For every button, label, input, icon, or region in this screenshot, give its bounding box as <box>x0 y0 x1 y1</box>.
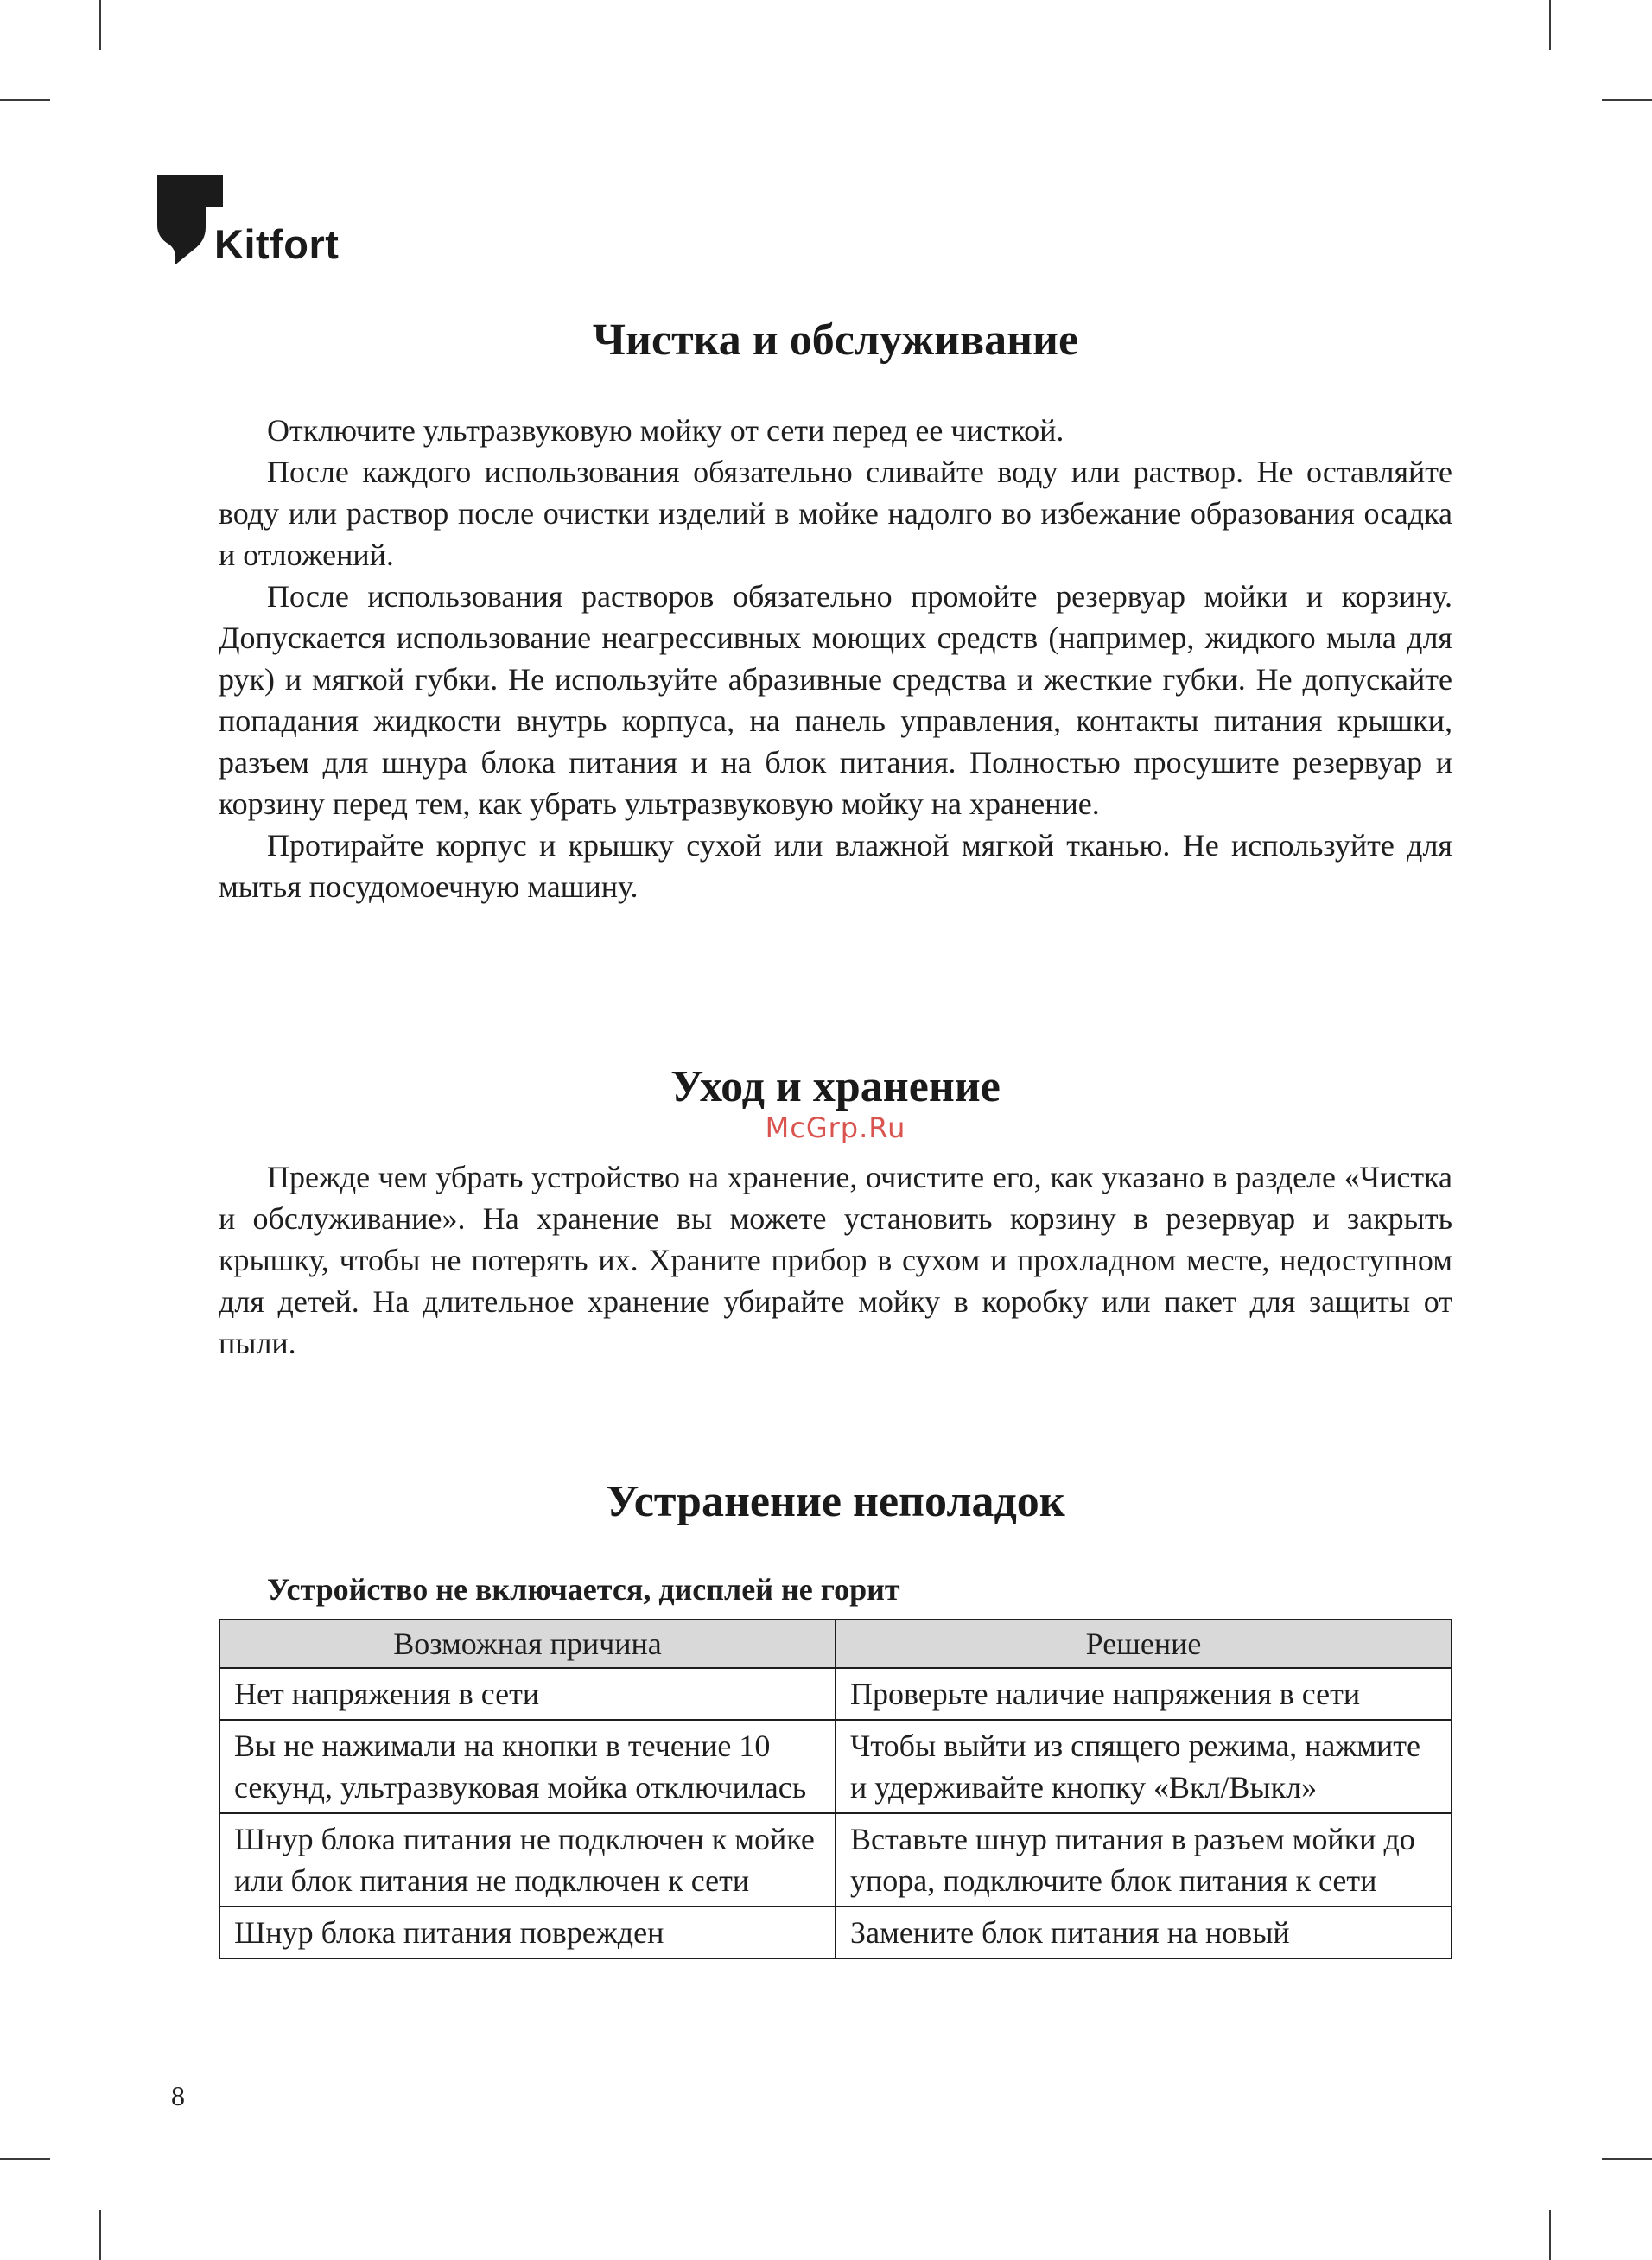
brand-logo <box>157 175 339 271</box>
cause-cell: Шнур блока питания поврежден <box>219 1907 836 1958</box>
column-header-cause: Возможная причина <box>219 1620 836 1668</box>
section-title-cleaning: Чистка и обслуживание <box>592 315 1079 365</box>
crop-mark <box>1602 2158 1652 2160</box>
crop-mark <box>0 2158 50 2160</box>
problem-heading: Устройство не включается, дисплей не горит <box>267 1572 900 1607</box>
section-title-storage: Уход и хранение <box>670 1062 1001 1111</box>
crop-mark <box>1549 0 1551 50</box>
section-title-troubleshooting: Устранение неполадок <box>606 1477 1065 1526</box>
storage-text <box>219 1156 1452 1364</box>
paragraph: Отключите ультразвуковую мойку от сети перед ее чисткой. <box>267 413 1064 448</box>
page-number: 8 <box>171 2080 185 2111</box>
solution-cell: Вставьте шнур питания в разъем мойки до упора, подключите блок питания к сети <box>836 1813 1452 1907</box>
crop-mark <box>0 99 50 101</box>
paragraph: После использования растворов обязательно промойте резервуар мойки и корзину. Допускается использование неагрессивных моющих средств (например, жидкого мыла для рук) и мягкой губки. Не используйте абразивные средства и жесткие губки. Не допускайте попадания жидкости внутрь корпуса, на панель управления, контакты питания крышки, разъем для шнура блока питания и на блок питания. Полностью просушите резервуар и корзину перед тем, как убрать ультразвуковую мойку на хранение. <box>219 579 1452 821</box>
solution-cell: Чтобы выйти из спящего режима, нажмите и удерживайте кнопку «Вкл/Выкл» <box>836 1720 1452 1813</box>
table-row <box>219 1813 1452 1907</box>
cause-cell: Шнур блока питания не подключен к мойке или блок питания не подключен к сети <box>219 1813 836 1907</box>
cleaning-text <box>219 410 1452 907</box>
column-header-solution: Решение <box>836 1620 1452 1668</box>
brand-name: Kitfort <box>214 221 340 267</box>
table-row <box>219 1720 1452 1813</box>
troubleshooting-table <box>219 1619 1452 1959</box>
table-row <box>219 1668 1452 1720</box>
crop-mark <box>1549 2210 1551 2260</box>
solution-cell: Замените блок питания на новый <box>836 1907 1452 1958</box>
cause-cell: Нет напряжения в сети <box>219 1668 836 1720</box>
paragraph: Прежде чем убрать устройство на хранение, очистите его, как указано в разделе «Чистка и обслуживание». На хранение вы можете установить корзину в резервуар и закрыть крышку, чтобы не потерять их. Храните прибор в сухом и прохладном месте, недоступном для детей. На длительное хранение убирайте мойку в коробку или пакет для защиты от пыли. <box>219 1160 1452 1360</box>
watermark: McGrp.Ru <box>765 1111 906 1144</box>
crop-mark <box>1602 99 1652 101</box>
cause-cell: Вы не нажимали на кнопки в течение 10 секунд, ультразвуковая мойка отключилась <box>219 1720 836 1813</box>
crop-mark <box>99 2210 101 2260</box>
crop-mark <box>99 0 101 50</box>
table-row <box>219 1907 1452 1958</box>
table-header-row <box>219 1620 1452 1668</box>
paragraph: Протирайте корпус и крышку сухой или влажной мягкой тканью. Не используйте для мытья посудомоечную машину. <box>219 828 1452 904</box>
solution-cell: Проверьте наличие напряжения в сети <box>836 1668 1452 1720</box>
paragraph: После каждого использования обязательно сливайте воду или раствор. Не оставляйте воду или раствор после очистки изделий в мойке надолго во избежание образования осадка и отложений. <box>219 455 1452 572</box>
